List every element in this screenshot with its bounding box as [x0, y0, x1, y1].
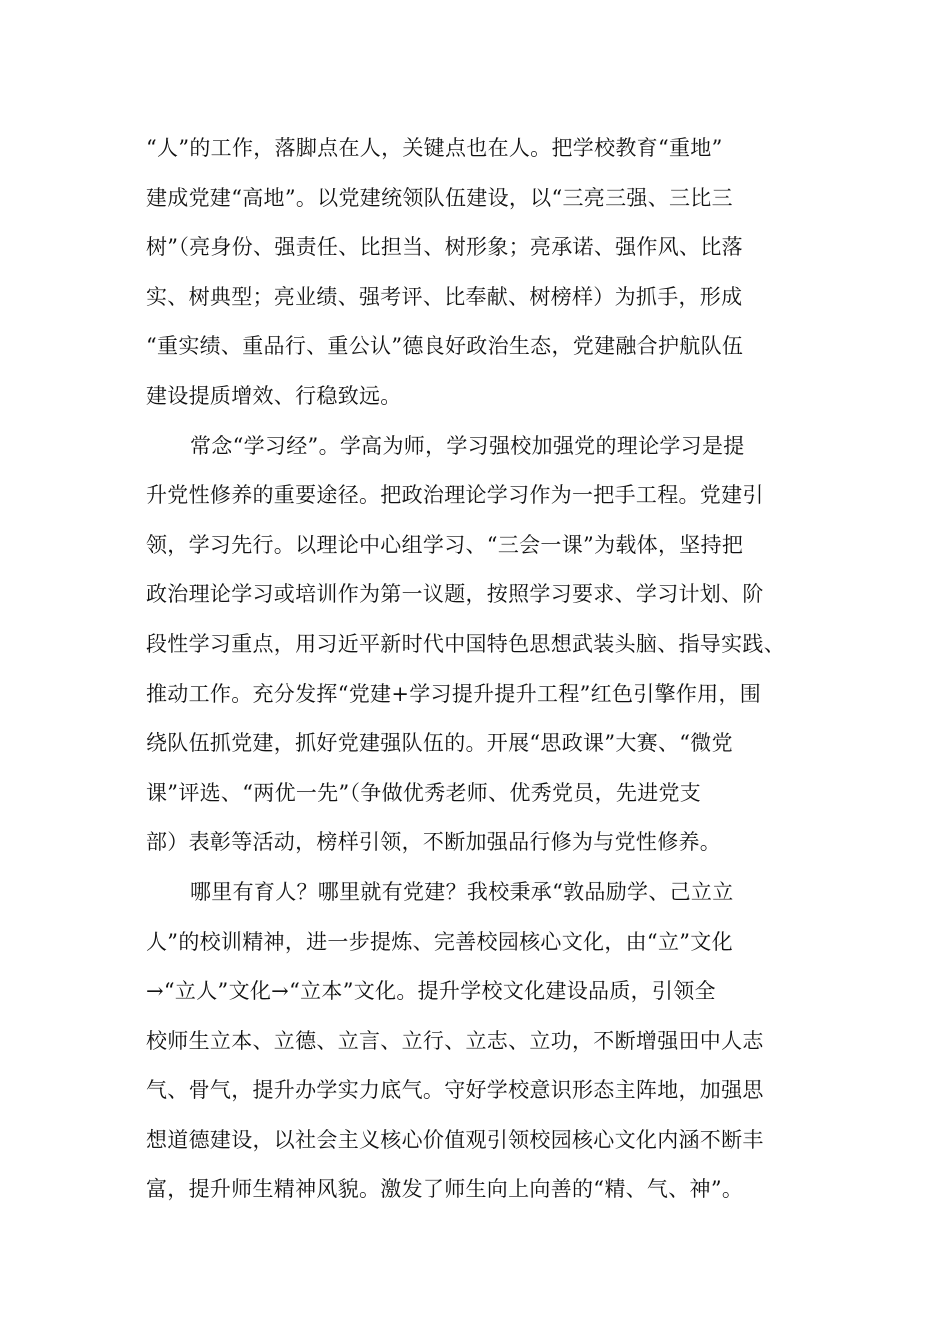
text-line: 树”（亮身份、强责任、比担当、树形象；亮承诺、强作风、比落	[146, 235, 743, 260]
text-line: 建设提质增效、行稳致远。	[146, 383, 402, 408]
text-line: 气、骨气，提升办学实力底气。守好学校意识形态主阵地，加强思	[146, 1078, 764, 1103]
text-line: 校师生立本、立德、立言、立行、立志、立功，不断增强田中人志	[146, 1028, 764, 1053]
text-line: 富，提升师生精神风貌。激发了师生向上向善的“精、气、神”。	[146, 1177, 744, 1202]
text-line: →“立人”文化→“立本”文化。提升学校文化建设品质，引领全	[146, 979, 716, 1004]
text-line: 升党性修养的重要途径。把政治理论学习作为一把手工程。党建引	[146, 483, 764, 508]
text-line: 绕队伍抓党建，抓好党建强队伍的。开展“思政课”大赛、“微党	[146, 731, 733, 756]
text-line: 部）表彰等活动，榜样引领，不断加强品行修为与党性修养。	[146, 830, 722, 855]
text-line: 段性学习重点，用习近平新时代中国特色思想武装头脑、指导实践、	[146, 631, 785, 656]
text-line: 实、树典型；亮业绩、强考评、比奉献、树榜样）为抓手，形成	[146, 284, 743, 309]
text-line: 推动工作。充分发挥“党建+学习提升提升工程”红色引擎作用，围	[146, 681, 762, 706]
text-line: 人”的校训精神，进一步提炼、完善校园核心文化，由“立”文化	[146, 929, 733, 954]
paragraph-first-line: 哪里有育人？哪里就有党建？我校秉承“敦品励学、己立立	[190, 879, 734, 904]
text-line: “人”的工作，落脚点在人，关键点也在人。把学校教育“重地”	[146, 136, 723, 160]
text-line: 建成党建“高地”。以党建统领队伍建设，以“三亮三强、三比三	[146, 185, 733, 210]
paragraph-first-line: 常念“学习经”。学高为师，学习强校加强党的理论学习是提	[190, 433, 745, 458]
text-line: 政治理论学习或培训作为第一议题，按照学习要求、学习计划、阶	[146, 582, 764, 607]
text-line: 领，学习先行。以理论中心组学习、“三会一课”为载体，坚持把	[146, 532, 744, 557]
text-line: “重实绩、重品行、重公认”德良好政治生态，党建融合护航队伍	[146, 334, 744, 359]
text-line: 想道德建设，以社会主义核心价值观引领校园核心文化内涵不断丰	[146, 1127, 764, 1152]
body-text	[146, 130, 846, 1221]
text-line: 课”评选、“两优一先”（争做优秀老师、优秀党员，先进党支	[146, 780, 702, 805]
